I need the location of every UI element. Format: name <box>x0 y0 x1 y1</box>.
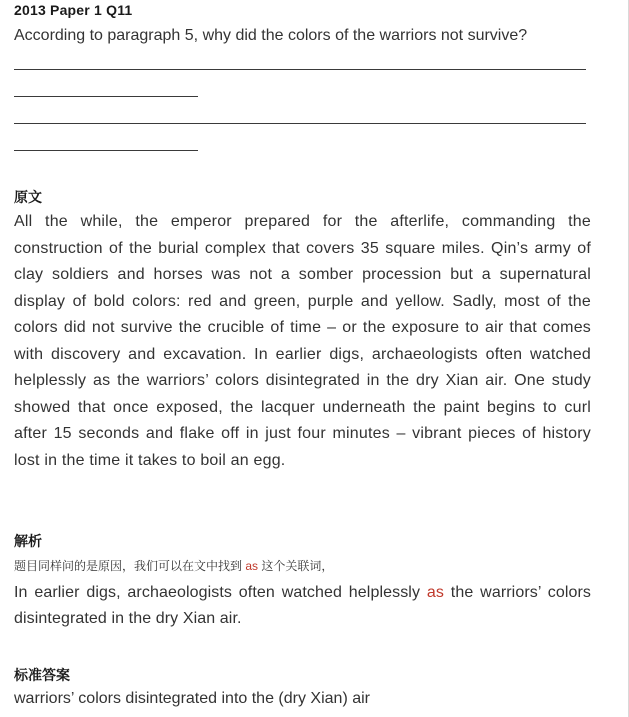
answer-line-2 <box>14 96 198 97</box>
analysis-text-before: In earlier digs, archaeologists often watched helplessly <box>14 584 427 601</box>
answer-line-4 <box>14 150 198 151</box>
analysis-hint <box>14 558 333 574</box>
source-section-title: 原文 <box>14 189 42 205</box>
source-passage: All the while, the emperor prepared for the afterlife, commanding the construction of the burial complex that covers 35 square miles. Qin’s army of clay soldiers and horses was not a somber procession but a supernatural display of bold colors: red and green, purple and yellow. Sadly, most of the colors did not survive the crucible of time – or the exposure to air that comes with discovery and excavation. In earlier digs, archaeologists often watched helplessly as the warriors’ colors disintegrated in the dry Xian air. One study showed that once exposed, the lacquer underneath the paint begins to curl after 15 seconds and flake off in just four minutes – vibrant pieces of history lost in the time it takes to boil an egg. <box>14 213 591 469</box>
hint-keyword: as <box>245 559 259 573</box>
hint-text-before: 题目同样问的是原因，我们可以在文中找到 <box>14 559 246 573</box>
answer-section-title: 标准答案 <box>14 667 70 683</box>
hint-text-after: 这个关联词， <box>258 559 334 573</box>
standard-answer: warriors’ colors disintegrated into the (dry Xian) air <box>14 690 370 707</box>
analysis-text-after: the warriors’ colors disintegrated in the dry Xian air. <box>14 584 592 627</box>
question-text: According to paragraph 5, why did the colors of the warriors not survive? <box>14 27 528 44</box>
analysis-keyword: as <box>426 584 444 601</box>
answer-line-1 <box>14 69 586 70</box>
analysis-quote <box>14 580 591 632</box>
answer-line-3 <box>14 123 586 124</box>
analysis-section-title: 解析 <box>14 533 42 549</box>
question-heading: 2013 Paper 1 Q11 <box>14 2 133 18</box>
